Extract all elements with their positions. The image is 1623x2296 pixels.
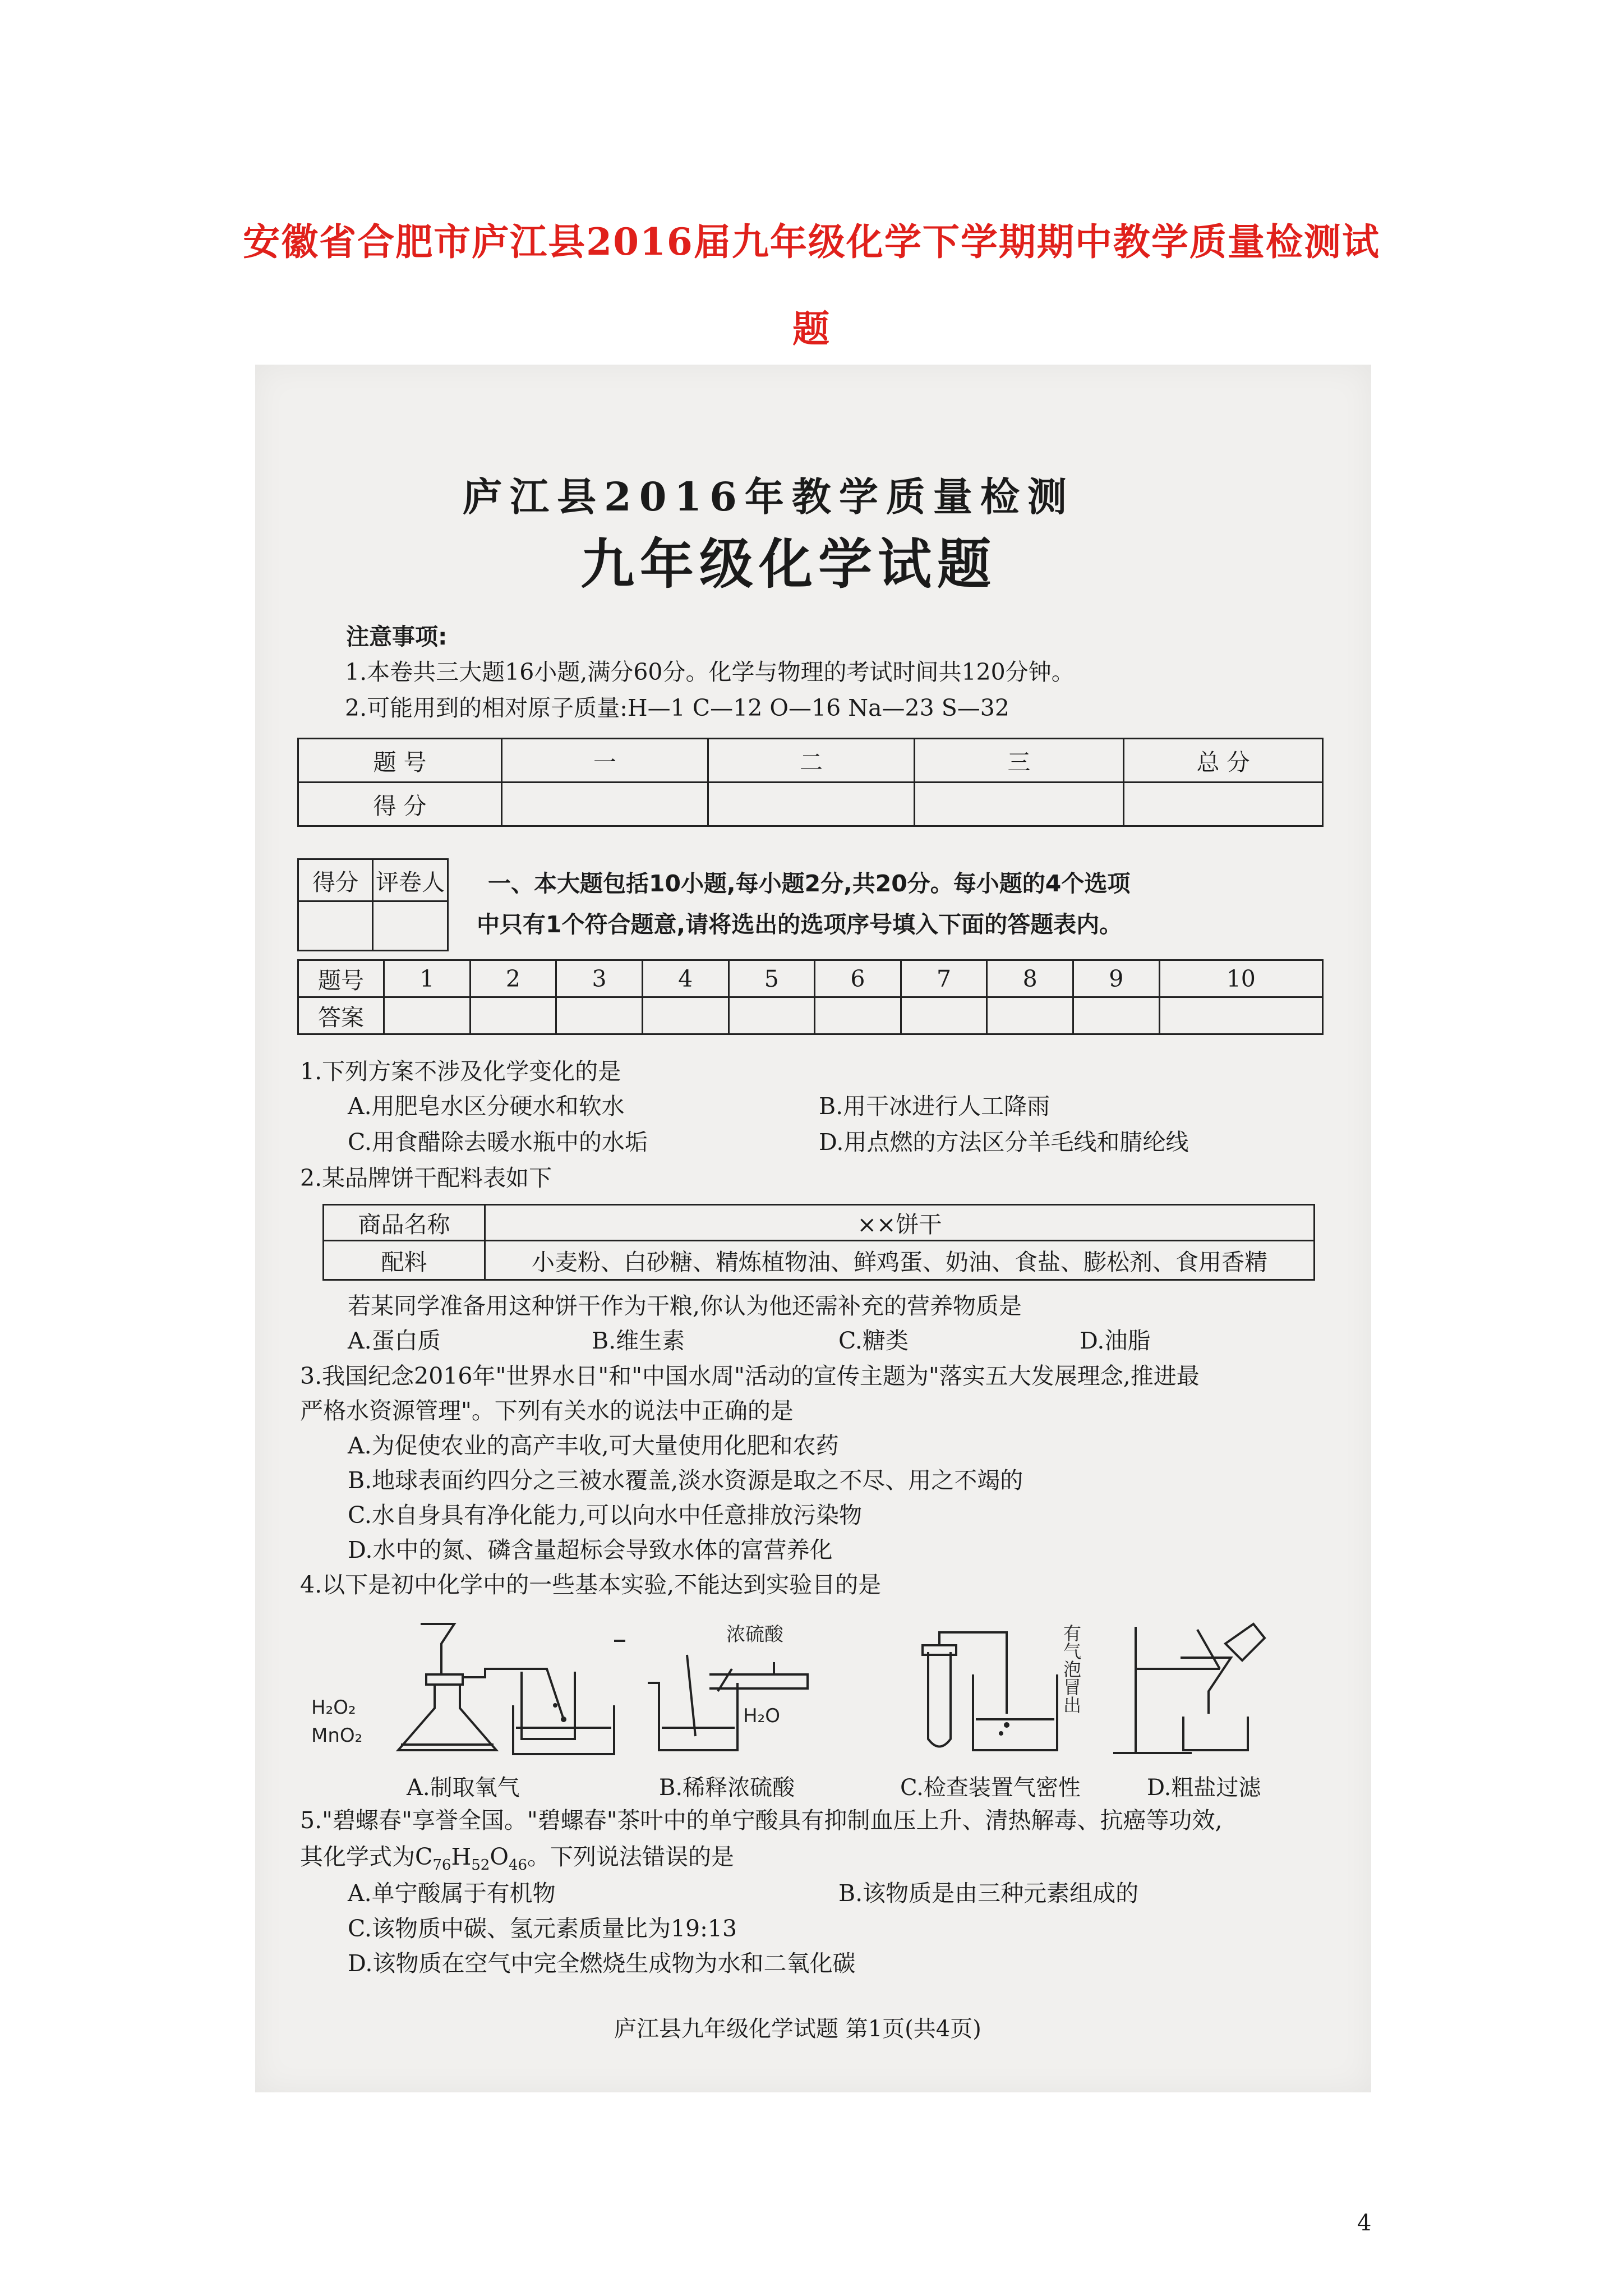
- document-title-line1: 安徽省合肥市庐江县2016届九年级化学下学期期中教学质量检测试: [243, 220, 1380, 264]
- q4-option-d: D.粗盐过滤: [1147, 1775, 1261, 1801]
- score-table-header: 一: [502, 739, 708, 783]
- q4-stem: 4.以下是初中化学中的一些基本实验,不能达到实验目的是: [300, 1571, 882, 1598]
- q1-option-c: C.用食醋除去暖水瓶中的水垢: [348, 1129, 648, 1156]
- answer-cell: [384, 997, 471, 1034]
- grader-score-cell: [298, 901, 373, 951]
- answer-table-number: 9: [1073, 960, 1160, 997]
- label-h2o2: H₂O₂: [311, 1696, 356, 1719]
- answer-table: [297, 959, 1324, 1035]
- q2-stem: 2.某品牌饼干配料表如下: [300, 1165, 552, 1191]
- answer-cell: [987, 997, 1073, 1034]
- score-row-label: 得 分: [298, 783, 502, 826]
- answer-table-label: 答案: [298, 997, 384, 1034]
- q4-option-c: C.检查装置气密性: [900, 1775, 1081, 1801]
- q1-option-b: B.用干冰进行人工降雨: [819, 1093, 1050, 1120]
- q2-option-a: A.蛋白质: [348, 1327, 441, 1354]
- q3-stem-line2: 严格水资源管理"。下列有关水的说法中正确的是: [300, 1397, 794, 1424]
- q5-stem-suffix: 。下列说法错误的是: [527, 1843, 735, 1870]
- q2-follow-up: 若某同学准备用这种饼干作为干粮,你认为他还需补充的营养物质是: [348, 1292, 1022, 1319]
- score-table-header: 二: [708, 739, 915, 783]
- grader-box: [297, 858, 449, 951]
- label-conc-sulfuric-acid: 浓硫酸: [726, 1623, 783, 1646]
- score-cell: [915, 783, 1124, 826]
- lab-apparatus-figure: [300, 1607, 1326, 1770]
- formula-element-o: O: [490, 1843, 509, 1870]
- notice-item-2: 2.可能用到的相对原子质量:H—1 C—12 O—16 Na—23 S—32: [345, 694, 1009, 721]
- grader-name-cell: [373, 901, 448, 951]
- q4-option-b: B.稀释浓硫酸: [659, 1775, 795, 1801]
- q5-option-c: C.该物质中碳、氢元素质量比为19:13: [348, 1915, 737, 1942]
- answer-cell: [815, 997, 901, 1034]
- formula-element-h: H: [451, 1843, 472, 1870]
- score-table-header: 三: [915, 739, 1124, 783]
- page-number: 4: [1357, 2210, 1372, 2236]
- label-water: H₂O: [743, 1705, 780, 1727]
- q2-option-c: C.糖类: [838, 1327, 909, 1354]
- q2-option-d: D.油脂: [1080, 1327, 1151, 1354]
- product-name-value: ××饼干: [485, 1205, 1315, 1241]
- section-1-instructions-line2: 中只有1个符合题意,请将选出的选项序号填入下面的答题表内。: [477, 911, 1123, 938]
- q3-option-c: C.水自身具有净化能力,可以向水中任意排放污染物: [348, 1502, 862, 1529]
- answer-table-number: 8: [987, 960, 1073, 997]
- grader-score-label: 得分: [298, 859, 373, 901]
- q2-option-b: B.维生素: [592, 1327, 685, 1354]
- q5-option-a: A.单宁酸属于有机物: [348, 1880, 556, 1907]
- formula-element-c: C: [415, 1843, 433, 1870]
- score-cell: [502, 783, 708, 826]
- q1-stem: 1.下列方案不涉及化学变化的是: [300, 1058, 621, 1085]
- product-name-label: 商品名称: [324, 1205, 485, 1241]
- answer-table-number: 1: [384, 960, 471, 997]
- score-cell: [1124, 783, 1323, 826]
- ingredients-table: [322, 1204, 1315, 1281]
- q1-option-a: A.用肥皂水区分硬水和软水: [348, 1093, 625, 1120]
- answer-cell: [728, 997, 815, 1034]
- grader-name-label: 评卷人: [373, 859, 448, 901]
- formula-subscript-h: 52: [471, 1857, 490, 1874]
- q5-stem-line2: [300, 1843, 735, 1874]
- q5-option-d: D.该物质在空气中完全燃烧生成物为水和二氧化碳: [348, 1950, 856, 1977]
- answer-table-number: 7: [901, 960, 987, 997]
- answer-table-number: 4: [642, 960, 728, 997]
- answer-cell: [1073, 997, 1160, 1034]
- q3-option-b: B.地球表面约四分之三被水覆盖,淡水资源是取之不尽、用之不竭的: [348, 1467, 1023, 1494]
- notice-heading: 注意事项:: [346, 623, 448, 650]
- q5-stem-prefix: 其化学式为: [300, 1843, 415, 1870]
- answer-cell: [556, 997, 643, 1034]
- answer-table-number: 6: [815, 960, 901, 997]
- q3-stem-line1: 3.我国纪念2016年"世界水日"和"中国水周"活动的宣传主题为"落实五大发展理念,推进最: [300, 1363, 1200, 1389]
- ingredients-value: 小麦粉、白砂糖、精炼植物油、鲜鸡蛋、奶油、食盐、膨松剂、食用香精: [485, 1241, 1315, 1280]
- score-table-header: 题 号: [298, 739, 502, 783]
- q3-option-a: A.为促使农业的高产丰收,可大量使用化肥和农药: [348, 1432, 839, 1459]
- exam-title: 九年级化学试题: [580, 533, 997, 596]
- answer-table-number: 3: [556, 960, 643, 997]
- q5-option-b: B.该物质是由三种元素组成的: [838, 1880, 1139, 1907]
- answer-table-label: 题号: [298, 960, 384, 997]
- q1-option-d: D.用点燃的方法区分羊毛线和腈纶线: [819, 1129, 1189, 1156]
- formula-subscript-o: 46: [508, 1857, 528, 1874]
- notice-item-1: 1.本卷共三大题16小题,满分60分。化学与物理的考试时间共120分钟。: [345, 659, 1075, 685]
- q5-stem-line1: 5."碧螺春"享誉全国。"碧螺春"茶叶中的单宁酸具有抑制血压上升、清热解毒、抗癌等功效,: [300, 1807, 1223, 1834]
- scanned-exam-page: [255, 365, 1371, 2092]
- answer-table-number: 2: [470, 960, 556, 997]
- exam-header: 庐江县2016年教学质量检测: [463, 473, 1075, 520]
- label-mno2: MnO₂: [311, 1724, 363, 1747]
- label-bubbles: 有气泡冒出: [1061, 1624, 1082, 1714]
- answer-cell: [1159, 997, 1322, 1034]
- answer-cell: [470, 997, 556, 1034]
- q3-option-d: D.水中的氮、磷含量超标会导致水体的富营养化: [348, 1536, 833, 1563]
- ingredients-label: 配料: [324, 1241, 485, 1280]
- score-table: [297, 738, 1324, 827]
- document-title-line2: 题: [792, 307, 831, 351]
- answer-table-number: 5: [728, 960, 815, 997]
- score-cell: [708, 783, 915, 826]
- formula-subscript-c: 76: [432, 1857, 451, 1874]
- answer-cell: [901, 997, 987, 1034]
- q4-option-a: A.制取氧气: [407, 1775, 520, 1801]
- section-1-instructions-line1: 一、本大题包括10小题,每小题2分,共20分。每小题的4个选项: [488, 870, 1131, 897]
- score-table-header: 总 分: [1124, 739, 1323, 783]
- answer-cell: [642, 997, 728, 1034]
- answer-table-number: 10: [1159, 960, 1322, 997]
- exam-footer: 庐江县九年级化学试题 第1页(共4页): [614, 2016, 981, 2042]
